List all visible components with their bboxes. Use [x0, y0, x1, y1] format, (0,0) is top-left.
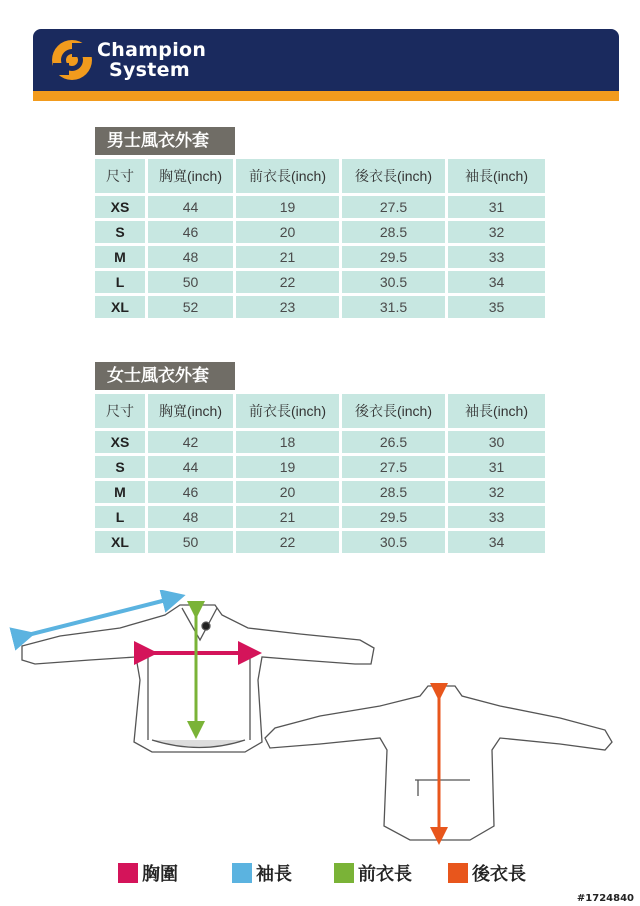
size-cell: L — [95, 506, 145, 528]
chest-cell: 52 — [148, 296, 233, 318]
size-cell: S — [95, 456, 145, 478]
front-swatch — [334, 863, 354, 883]
chest-cell: 50 — [148, 531, 233, 553]
front-cell: 22 — [236, 531, 339, 553]
size-cell: S — [95, 221, 145, 243]
brand-header — [33, 29, 619, 91]
front-cell: 20 — [236, 481, 339, 503]
header-size: 尺寸 — [95, 394, 145, 428]
header-front-length: 前衣長(inch) — [236, 394, 339, 428]
sleeve-cell: 33 — [448, 506, 545, 528]
back-cell: 27.5 — [342, 196, 445, 218]
back-cell: 27.5 — [342, 456, 445, 478]
header-back-length: 後衣長(inch) — [342, 159, 445, 193]
legend-sleeve — [232, 860, 292, 886]
table-row — [95, 221, 545, 243]
back-swatch — [448, 863, 468, 883]
jacket-measurement-diagram — [0, 590, 640, 850]
back-cell: 28.5 — [342, 481, 445, 503]
chest-cell: 44 — [148, 196, 233, 218]
back-cell: 29.5 — [342, 506, 445, 528]
table-row — [95, 481, 545, 503]
size-cell: M — [95, 246, 145, 268]
sleeve-cell: 32 — [448, 481, 545, 503]
size-cell: XS — [95, 431, 145, 453]
brand-line2: System — [109, 59, 190, 81]
legend-chest — [118, 860, 178, 886]
legend-label: 胸圍 — [142, 864, 178, 885]
table-row — [95, 271, 545, 293]
men-table-title: 男士風衣外套 — [95, 127, 235, 155]
watermark-id: #1724840 — [576, 893, 634, 904]
table-row — [95, 506, 545, 528]
jacket-front-drawing — [22, 605, 374, 752]
chest-cell: 44 — [148, 456, 233, 478]
table-row — [95, 246, 545, 268]
sleeve-cell: 34 — [448, 531, 545, 553]
sleeve-cell: 32 — [448, 221, 545, 243]
women-table-title: 女士風衣外套 — [95, 362, 235, 390]
sleeve-swatch — [232, 863, 252, 883]
chest-cell: 42 — [148, 431, 233, 453]
back-cell: 28.5 — [342, 221, 445, 243]
header-chest: 胸寬(inch) — [148, 159, 233, 193]
header-front-length: 前衣長(inch) — [236, 159, 339, 193]
sleeve-cell: 31 — [448, 196, 545, 218]
back-cell: 30.5 — [342, 271, 445, 293]
chest-cell: 46 — [148, 481, 233, 503]
chest-swatch — [118, 863, 138, 883]
sleeve-cell: 30 — [448, 431, 545, 453]
size-cell: XS — [95, 196, 145, 218]
front-cell: 19 — [236, 196, 339, 218]
legend-back — [448, 860, 526, 886]
front-cell: 20 — [236, 221, 339, 243]
header-back-length: 後衣長(inch) — [342, 394, 445, 428]
chest-cell: 48 — [148, 506, 233, 528]
brand-line1: Champion — [97, 39, 207, 61]
size-cell: XL — [95, 296, 145, 318]
table-row — [95, 196, 545, 218]
champion-logo-icon — [51, 39, 93, 81]
measurement-legend — [0, 860, 640, 886]
chest-cell: 50 — [148, 271, 233, 293]
front-cell: 19 — [236, 456, 339, 478]
front-cell: 23 — [236, 296, 339, 318]
men-size-table — [92, 156, 548, 321]
back-cell: 31.5 — [342, 296, 445, 318]
sleeve-cell: 35 — [448, 296, 545, 318]
back-cell: 26.5 — [342, 431, 445, 453]
table-row — [95, 296, 545, 318]
women-size-table — [92, 391, 548, 556]
table-row — [95, 456, 545, 478]
legend-label: 前衣長 — [358, 864, 412, 885]
back-cell: 30.5 — [342, 531, 445, 553]
header-accent-bar — [33, 91, 619, 101]
front-cell: 21 — [236, 246, 339, 268]
table-header-row — [95, 394, 545, 428]
size-cell: XL — [95, 531, 145, 553]
legend-label: 後衣長 — [472, 864, 526, 885]
size-cell: M — [95, 481, 145, 503]
sleeve-cell: 33 — [448, 246, 545, 268]
header-sleeve-length: 袖長(inch) — [448, 159, 545, 193]
table-header-row — [95, 159, 545, 193]
chest-cell: 46 — [148, 221, 233, 243]
front-cell: 21 — [236, 506, 339, 528]
chest-cell: 48 — [148, 246, 233, 268]
legend-front — [334, 860, 412, 886]
legend-label: 袖長 — [256, 864, 292, 885]
front-cell: 22 — [236, 271, 339, 293]
header-size: 尺寸 — [95, 159, 145, 193]
header-sleeve-length: 袖長(inch) — [448, 394, 545, 428]
table-row — [95, 431, 545, 453]
header-chest: 胸寬(inch) — [148, 394, 233, 428]
size-cell: L — [95, 271, 145, 293]
front-cell: 18 — [236, 431, 339, 453]
back-cell: 29.5 — [342, 246, 445, 268]
sleeve-cell: 31 — [448, 456, 545, 478]
brand-name — [97, 40, 206, 80]
table-row — [95, 531, 545, 553]
sleeve-cell: 34 — [448, 271, 545, 293]
